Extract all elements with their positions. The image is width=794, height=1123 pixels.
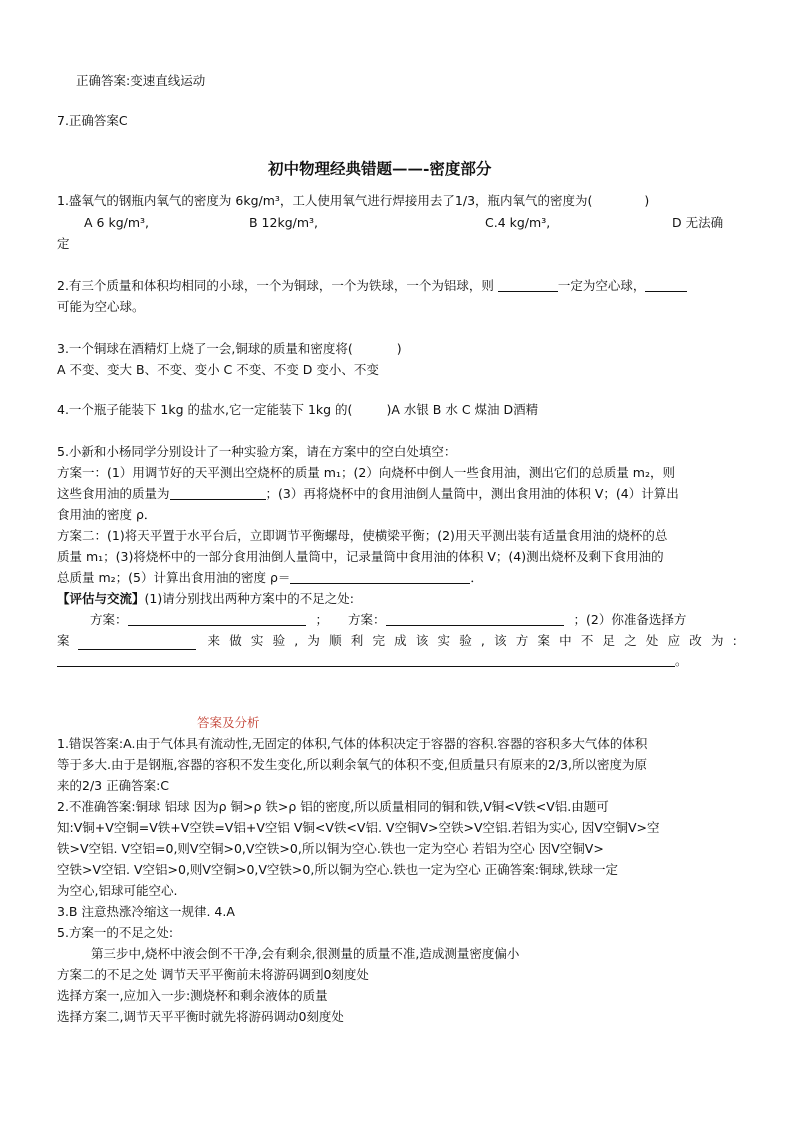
q4-stem-text: 4.一个瓶子能装下 1kg 的盐水,它一定能装下 1kg 的(: [57, 402, 353, 417]
q1-option-d-continued: 定: [57, 236, 70, 251]
char: 做: [229, 633, 242, 648]
answer-line: 选择方案二,调节天平平衡时就先将游码调动0刻度处: [57, 1009, 344, 1024]
case-label: 案: [57, 633, 70, 648]
char: 应: [667, 633, 681, 648]
char: 实: [437, 633, 451, 648]
q5-plan2-line1: 方案二：(1)将天平置于水平台后，立即调节平衡螺母，使横梁平衡；(2)用天平测出装有适量食用油的烧杯的总: [57, 528, 668, 543]
answers-heading: 答案及分析: [197, 715, 260, 730]
evaluation-text: (1)请分别找出两种方案中的不足之处:: [144, 591, 354, 606]
answer-line: 3.B 注意热涨冷缩这一规律. 4.A: [57, 904, 235, 919]
answer-7: 7.正确答案C: [57, 113, 128, 128]
char: ,: [480, 633, 485, 648]
q3-options: A 不变、变大 B、不变、变小 C 不变、不变 D 变小、不变: [57, 362, 379, 377]
char: 不: [580, 633, 594, 648]
char: 改: [689, 633, 702, 648]
q5-stem: 5.小新和小杨同学分别设计了一种实验方案，请在方案中的空白处填空：: [57, 444, 457, 459]
char: 成: [394, 633, 407, 648]
q1-stem-end: ): [644, 193, 650, 208]
char: 为: [307, 633, 320, 648]
char: 之: [624, 633, 637, 648]
char: 利: [350, 633, 364, 648]
q1-option-b: B 12kg/m³,: [249, 215, 319, 230]
q4-line: [57, 401, 538, 419]
q5-plan1-text-b: ；(3）再将烧杯中的食用油倒人量筒中，测出食用油的体积 V；(4）计算出: [265, 486, 679, 501]
q2-line2: 可能为空心球。: [57, 299, 145, 314]
q3-stem: [57, 340, 402, 358]
q5-evaluation: [57, 590, 354, 608]
answer-line: 方案二的不足之处 调节天平平衡前未将游码调到0刻度处: [57, 967, 369, 982]
q4-options: )A 水银 B 水 C 煤油 D酒精: [386, 402, 539, 417]
answer-line: 空铁>V空铝. V空铝>0,则V空铜>0,V空铁>0,所以铜为空心.铁也一定为空心 正确答案:铜球,铁球一定: [57, 862, 618, 877]
answer-line: 5.方案一的不足之处:: [57, 925, 174, 940]
q5-correction-line: [57, 652, 688, 670]
char: 顺: [329, 633, 342, 648]
q1-stem: [57, 192, 649, 210]
end-mark: 。: [675, 653, 688, 668]
q5-plan1-text-a: 这些食用油的质量为: [57, 486, 170, 501]
char: 验: [459, 633, 472, 648]
q2-blank-1[interactable]: [498, 278, 558, 292]
char: :: [732, 633, 737, 648]
char: 案: [537, 633, 550, 648]
q2-text-a: 2.有三个质量和体积均相同的小球，一个为铜球，一个为铁球，一个为铝球，则: [57, 278, 494, 293]
previous-answer: 正确答案:变速直线运动: [76, 73, 206, 88]
page-title: 初中物理经典错题——-密度部分: [268, 159, 492, 178]
q1-option-d: D 无法确: [672, 215, 724, 230]
q5-plan2-line2: 质量 m₁；(3)将烧杯中的一部分食用油倒人量筒中，记录量筒中食用油的体积 V；(4)测出烧杯及剩下食用油的: [57, 549, 664, 564]
q1-stem-text: 1.盛氧气的钢瓶内氧气的密度为 6kg/m³，工人使用氧气进行焊接用去了1/3，瓶内氧气的密度为(: [57, 193, 593, 208]
char: 足: [602, 633, 616, 648]
q3-stem-text: 3.一个铜球在酒精灯上烧了一会,铜球的质量和密度将(: [57, 341, 353, 356]
answer-line: 选择方案一,应加入一步:测烧杯和剩余液体的质量: [57, 988, 328, 1003]
answer-line: 铁>V空铝. V空铝=0,则V空铜>0,V空铁>0,所以铜为空心.铁也一定为空心 若铝为空心 因V空铜V>: [57, 841, 604, 856]
q2-line1: [57, 277, 687, 295]
q5-choice-line: [57, 632, 737, 650]
q2-text-b: 一定为空心球，: [557, 278, 646, 293]
char: 方: [515, 633, 529, 648]
char: 完: [372, 633, 385, 648]
char: 实: [250, 633, 264, 648]
q1-option-a: A 6 kg/m³,: [84, 215, 149, 230]
q5-plan1-line1: 方案一：(1）用调节好的天平测出空烧杯的质量 m₁；(2）向烧杯中倒人一些食用油，测出它们的总质量 m₂，则: [57, 465, 675, 480]
char: 处: [645, 633, 659, 648]
evaluation-tag: 【评估与交流】: [57, 591, 145, 606]
chosen-plan-blank[interactable]: [78, 636, 196, 650]
char: 验: [272, 633, 286, 648]
answer-line: 知:V铜+V空铜=V铁+V空铁=V铝+V空铝 V铜<V铁<V铝. V空铜V>空铁>V空铝.若铝为实心, 因V空铜V>空: [57, 820, 660, 835]
q2-blank-2[interactable]: [645, 278, 687, 292]
q5-deficiency-line: [90, 611, 686, 629]
q3-stem-end: ): [396, 341, 402, 356]
plan2-deficiency-blank[interactable]: [386, 612, 564, 626]
q5-plan1-line2: [57, 485, 679, 503]
answer-line: 1.错误答案:A.由于气体具有流动性,无固定的体积,气体的体积决定于容器的容积.容器的容积多大气体的体积: [57, 736, 648, 751]
separator: ；: [315, 612, 329, 627]
q5-plan2-text-b: ．: [470, 570, 483, 585]
q5-plan2-text-a: 总质量 m₂；(5）计算出食用油的密度 ρ＝: [57, 570, 291, 585]
plan2-label: 方案：: [348, 612, 386, 627]
answer-line: 2.不准确答案:铜球 铝球 因为ρ 铜>ρ 铁>ρ 铝的密度,所以质量相同的铜和铁,V铜<V铁<V铝.由题可: [57, 799, 609, 814]
char: 该: [494, 633, 507, 648]
q5-mass-blank[interactable]: [170, 486, 266, 500]
char: 为: [710, 633, 724, 648]
q5-density-blank[interactable]: [290, 570, 470, 584]
char: 该: [415, 633, 429, 648]
q5-plan1-line3: 食用油的密度 ρ．: [57, 507, 157, 522]
char: ,: [294, 633, 299, 648]
answer-line: 等于多大.由于是钢瓶,容器的容积不发生变化,所以剩余氧气的体积不变,但质量只有原来的2/3,所以密度为原: [57, 757, 647, 772]
answer-line: 第三步中,烧杯中液会倒不干净,会有剩余,很测量的质量不准,造成测量密度偏小: [91, 946, 520, 961]
case-rest: [208, 632, 737, 650]
plan1-label: 方案：: [90, 612, 128, 627]
q5-plan2-line3: [57, 569, 483, 587]
answer-line: 为空心,铝球可能空心.: [57, 883, 178, 898]
char: 来: [207, 633, 221, 648]
correction-blank[interactable]: [57, 653, 675, 667]
q5-choice-text: ；(2）你准备选择方: [573, 612, 687, 627]
plan1-deficiency-blank[interactable]: [128, 612, 306, 626]
char: 中: [559, 633, 572, 648]
q1-option-c: C.4 kg/m³,: [485, 215, 551, 230]
answer-line: 来的2/3 正确答案:C: [57, 778, 170, 793]
